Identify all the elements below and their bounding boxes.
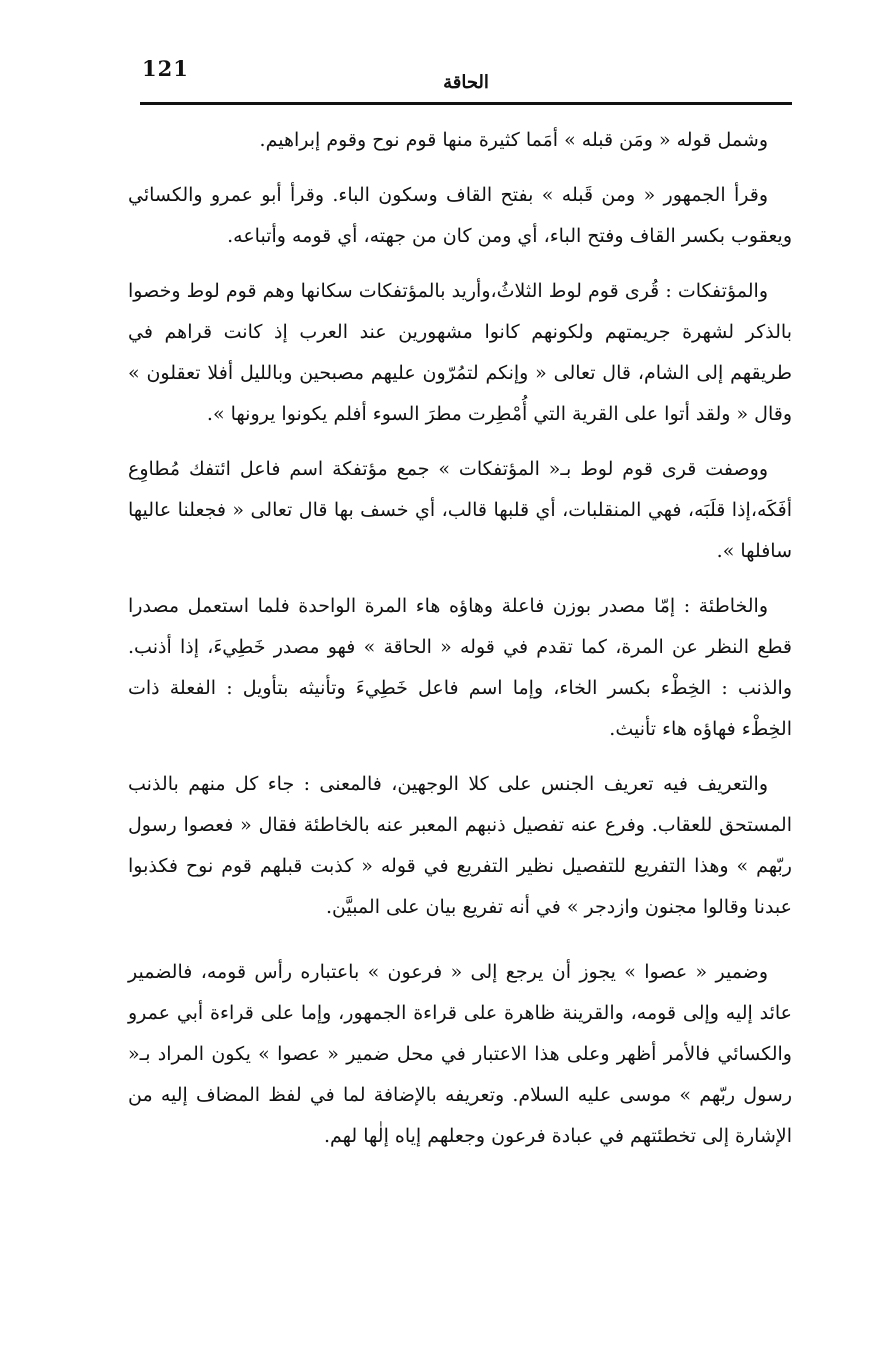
paragraph-4: ووصفت قرى قوم لوط بـ« المؤتفكات » جمع مؤتفكة اسم فاعل ائتفك مُطاوِع أفَكَه،إذا قلَبَه، فهي المنقلبات، أي قلبها قالب، أي خسف بها قال تعالى « فجعلنا عاليها سافلها ». [128,458,792,562]
paragraph-3: والمؤتفكات : قُرى قوم لوط الثلاثُ،وأريد بالمؤتفكات سكانها وهم قوم لوط وخصوا بالذكر لشهرة جريمتهم ولكونهم كانوا مشهورين عند العرب إذ كانت قراهم في طريقهم إلى الشام، قال تعالى « وإنكم لتمُرّون عليهم مصبحين وبالليل أفلا تعقلون » وقال « ولقد أتوا على القرية التي أُمْطِرت مطرَ السوء أفلم يكونوا يرونها ». [128,280,792,425]
paragraph-5: والخاطئة : إمّا مصدر بوزن فاعلة وهاؤه هاء المرة الواحدة فلما استعمل مصدرا قطع النظر عن المرة، كما تقدم في قوله « الحاقة » فهو مصدر خَطِيءَ، إذا أذنب. والذنب : الخِطْء بكسر الخاء، وإما اسم فاعل خَطِيءَ وتأنيثه بتأويل : الفعلة ذات الخِطْء فهاؤه هاء تأنيث. [128,595,792,740]
paragraph-7: وضمير « عصوا » يجوز أن يرجع إلى « فرعون » باعتباره رأس قومه، فالضمير عائد إليه وإلى قومه، والقرينة ظاهرة على قراءة الجمهور، وإما على قراءة أبي عمرو والكسائي فالأمر أظهر وعلى هذا الاعتبار في محل ضمير « عصوا » يكون المراد بـ« رسول ربّهم » موسى عليه السلام. وتعريفه بالإضافة لما في لفظ المضاف إليه من الإشارة إلى تخطئتهم في عبادة فرعون وجعلهم إياه إلٰها لهم. [128,961,792,1147]
page-number: 121 [142,56,189,81]
header-rule [140,102,792,105]
paragraph-6: والتعريف فيه تعريف الجنس على كلا الوجهين، فالمعنى : جاء كل منهم بالذنب المستحق للعقاب. وفرع عنه تفصيل ذنبهم المعبر عنه بالخاطئة فقال « فعصوا رسول ربّهم » وهذا التفريع للتفصيل نظير التفريع في قوله « كذبت قبلهم قوم نوح فكذبوا عبدنا وقالوا مجنون وازدجر » في أنه تفريع بيان على المبيَّن. [128,773,792,918]
paragraph-2: وقرأ الجمهور « ومن قَبله » بفتح القاف وسكون الباء. وقرأ أبو عمرو والكسائي ويعقوب بكسر القاف وفتح الباء، أي ومن كان من جهته، أي قومه وأتباعه. [128,184,792,247]
body-text [128,120,792,1171]
paragraph-1: وشمل قوله « ومَن قبله » أمَما كثيرة منها قوم نوح وقوم إبراهيم. [259,129,768,151]
running-title: الحاقة [443,72,489,93]
